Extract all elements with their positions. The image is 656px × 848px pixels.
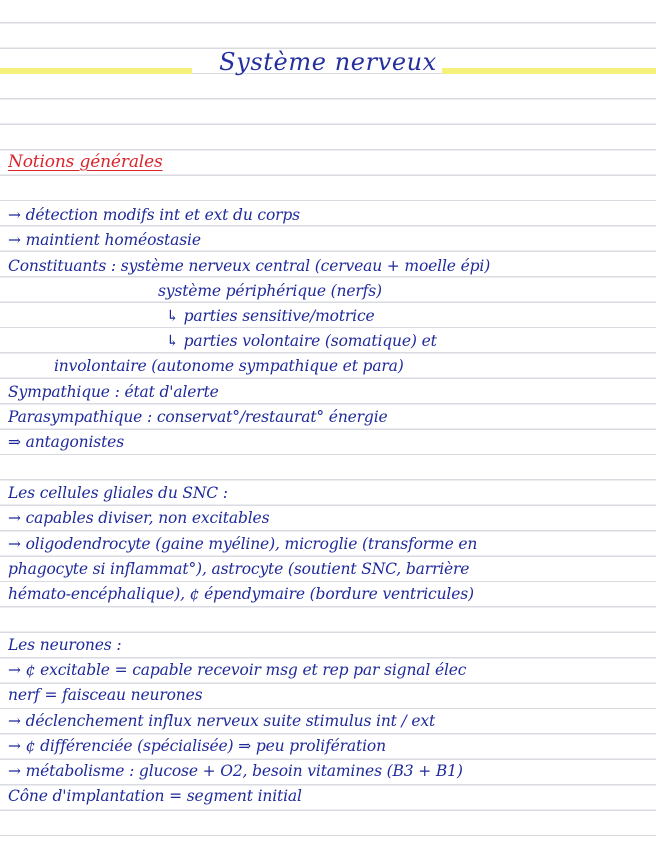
note-line: phagocyte si inflammat°), astrocyte (soutient SNC, barrière bbox=[8, 560, 470, 578]
note-line: Sympathique : état d'alerte bbox=[8, 383, 219, 401]
note-line: hémato-encéphalique), ¢ épendymaire (bordure ventricules) bbox=[8, 585, 474, 603]
note-line: involontaire (autonome sympathique et para) bbox=[54, 357, 404, 375]
note-line: → déclenchement influx nerveux suite stimulus int / ext bbox=[8, 712, 436, 730]
note-line: → maintient homéostasie bbox=[8, 231, 201, 249]
note-line: ↳ parties sensitive/motrice bbox=[166, 307, 375, 325]
note-line: → détection modifs int et ext du corps bbox=[8, 206, 300, 224]
note-line: Cône d'implantation = segment initial bbox=[8, 787, 302, 805]
note-line: → métabolisme : glucose + O2, besoin vitamines (B3 + B1) bbox=[8, 762, 463, 780]
note-line: → ¢ différenciée (spécialisée) ⇒ peu prolifération bbox=[8, 737, 386, 755]
note-line: → capables diviser, non excitables bbox=[8, 509, 270, 527]
note-line: ↳ parties volontaire (somatique) et bbox=[166, 332, 437, 350]
section-heading-cellules-gliales: Les cellules gliales du SNC : bbox=[8, 484, 228, 502]
section-heading-neurones: Les neurones : bbox=[8, 636, 122, 654]
note-line: → oligodendrocyte (gaine myéline), microglie (transforme en bbox=[8, 535, 478, 553]
section-heading-notions-generales: Notions générales bbox=[8, 152, 163, 172]
note-line: ⇒ antagonistes bbox=[8, 433, 125, 451]
note-line: système périphérique (nerfs) bbox=[158, 282, 382, 300]
title-row bbox=[0, 44, 656, 84]
note-line: nerf = faisceau neurones bbox=[8, 686, 203, 704]
note-line: Constituants : système nerveux central (cerveau + moelle épi) bbox=[8, 257, 491, 275]
page-title: Système nerveux bbox=[219, 48, 437, 76]
note-line: Parasympathique : conservat°/restaurat° énergie bbox=[8, 408, 388, 426]
note-line: → ¢ excitable = capable recevoir msg et rep par signal élec bbox=[8, 661, 467, 679]
